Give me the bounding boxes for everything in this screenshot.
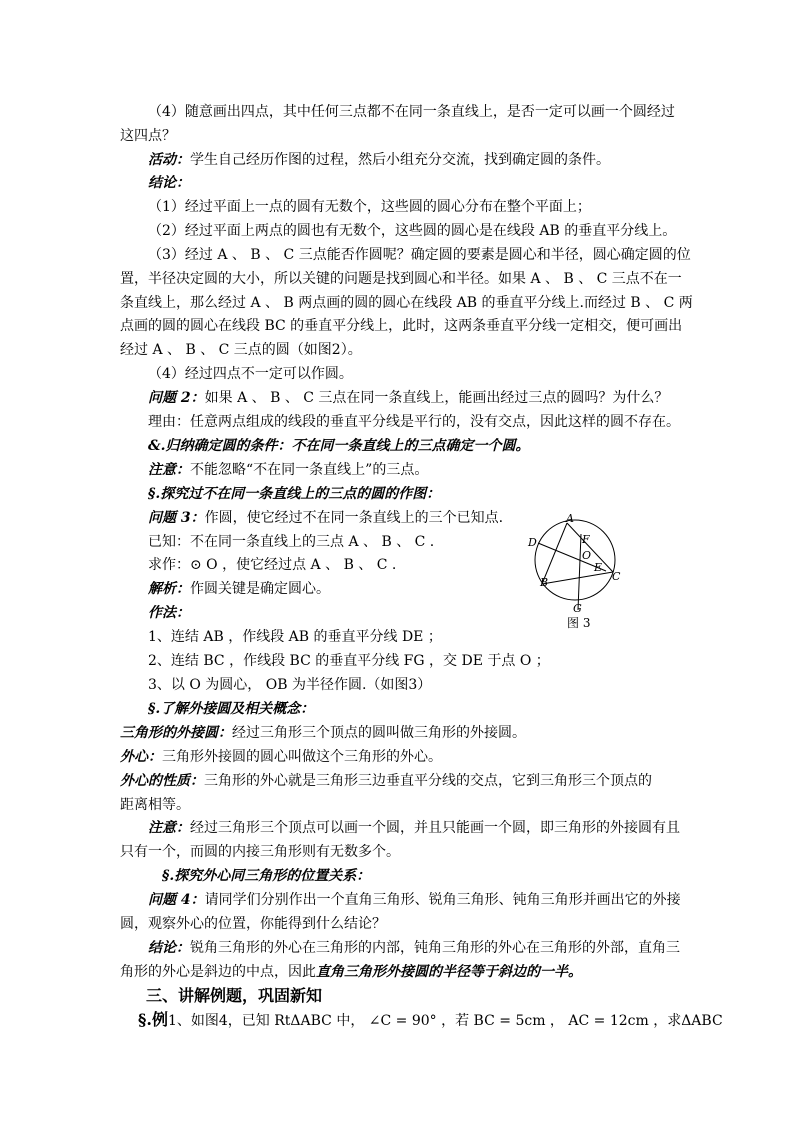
circumcircle-def	[120, 723, 526, 743]
conclusion2-line2	[120, 962, 582, 982]
conclusion2-text-2: 角形的外心是斜边的中点，因此	[120, 964, 316, 980]
circumcircle-text: 经过三角形三个顶点的圆叫做三角形的外接圆。	[232, 725, 526, 741]
conclusion2-label: 结论：	[148, 940, 190, 956]
property-label: 外心的性质：	[120, 773, 204, 789]
conclusion-3-line4: 点画的圆的圆心在线段 BC 的垂直平分线上，此时，这两条垂直平分线一定相交，便可画出	[120, 318, 683, 334]
question2-label: 问题 2：	[148, 390, 205, 406]
method-label: 作法：	[148, 605, 190, 621]
construct-line: 求作：⊙ O ，使它经过点 A 、 B 、 C .	[148, 557, 397, 573]
point-f-label: F	[582, 533, 590, 546]
method-step-1: 1、连结 AB ，作线段 AB 的垂直平分线 DE ；	[148, 629, 442, 645]
point-a-label: A	[566, 512, 574, 525]
question4-text: 请同学们分别作出一个直角三角形、锐角三角形、钝角三角形并画出它的外接	[204, 892, 681, 908]
note2-label: 注意：	[148, 820, 190, 836]
analysis-label: 解析：	[148, 581, 190, 597]
conclusion-2: （2）经过平面上两点的圆也有无数个，这些圆的圆心是在线段 AB 的垂直平分线上。	[148, 223, 677, 239]
section-condition-text: 不在同一条直线上的三点确定一个圆。	[291, 438, 530, 454]
question3-label: 问题 3：	[148, 510, 205, 526]
example-1-text: 1、如图4，已知 RtΔABC 中， ∠C = 90° ，若 BC = 5cm ， AC = 12cm ，求ΔABC	[167, 1013, 723, 1029]
question4-line1	[148, 890, 681, 910]
conclusion-1: （1）经过平面上一点的圆有无数个，这些圆的圆心分布在整个平面上；	[148, 199, 591, 215]
section-circumcircle: §.了解外接圆及相关概念：	[148, 701, 315, 717]
point-d-label: D	[528, 536, 537, 549]
conclusion-3-line2: 置，半径决定圆的大小，所以关键的问题是找到圆心和半径。如果 A 、 B 、 C 三点不在一	[120, 271, 682, 287]
note2-line1	[148, 818, 680, 838]
note-text: 不能忽略“不在同一条直线上”的三点。	[190, 462, 429, 478]
heading-section-3: 三、讲解例题，巩固新知	[146, 986, 323, 1005]
note-line	[148, 460, 428, 480]
conclusion-4: （4）经过四点不一定可以作圆。	[148, 366, 353, 382]
question2-line	[148, 388, 668, 408]
section-construction: §.探究过不在同一条直线上的三点的圆的作图：	[148, 486, 441, 502]
note2-line2: 只有一个，而圆的内接三角形则有无数多个。	[120, 844, 400, 860]
analysis-line	[148, 579, 330, 599]
activity-line	[148, 150, 610, 170]
given-line: 已知：不在同一条直线上的三点 A 、 B 、 C .	[148, 534, 435, 550]
conclusion2-text: 锐角三角形的外心在三角形的内部，钝角三角形的外心在三角形的外部，直角三	[190, 940, 680, 956]
conclusion2-emphasis: 直角三角形外接圆的半径等于斜边的一半。	[316, 964, 582, 980]
section-condition-label: &.归纳确定圆的条件：	[148, 438, 292, 454]
example-1-line	[138, 1010, 723, 1031]
circumcenter-text: 三角形外接圆的圆心叫做这个三角形的外心。	[162, 749, 442, 765]
reason-line: 理由：任意两点组成的线段的垂直平分线是平行的，没有交点，因此这样的圆不存在。	[148, 414, 680, 430]
conclusion-3-line3: 条直线上，那么经过 A 、 B 两点画的圆的圆心在线段 AB 的垂直平分线上.而经过 B 、 C 两	[120, 295, 693, 311]
conclusion-label: 结论：	[148, 175, 190, 191]
circumcenter-def	[120, 747, 442, 767]
point-e-label: E	[594, 561, 603, 574]
property-line1	[120, 771, 652, 791]
figure-3	[520, 510, 630, 630]
para-q4-line2: 这四点？	[120, 128, 176, 144]
activity-text: 学生自己经历作图的过程，然后小组充分交流，找到确定圆的条件。	[190, 152, 610, 168]
property-text: 三角形的外心就是三角形三边垂直平分线的交点，它到三角形三个顶点的	[204, 773, 652, 789]
conclusion2-line1	[148, 938, 680, 958]
method-step-3: 3、以 O 为圆心， OB 为半径作圆.（如图3）	[148, 677, 432, 693]
circumcircle-label: 三角形的外接圆：	[120, 725, 232, 741]
section-position: §.探究外心同三角形的位置关系：	[162, 868, 371, 884]
question3-line	[148, 508, 503, 528]
question4-label: 问题 4：	[148, 892, 205, 908]
section-condition	[148, 436, 530, 456]
note2-text: 经过三角形三个顶点可以画一个圆，并且只能画一个圆，即三角形的外接圆有且	[190, 820, 680, 836]
method-step-2: 2、连结 BC ，作线段 BC 的垂直平分线 FG ，交 DE 于点 O ；	[148, 653, 550, 669]
example-label: §.例	[138, 1010, 168, 1029]
conclusion-3-line1: （3）经过 A 、 B 、 C 三点能否作圆呢？确定圆的要素是圆心和半径，圆心确定圆的位	[148, 247, 691, 263]
point-c-label: C	[612, 570, 621, 583]
circumcenter-label: 外心：	[120, 749, 162, 765]
point-o-label: O	[582, 549, 592, 562]
question2-text: 如果 A 、 B 、 C 三点在同一条直线上，能画出经过三点的圆吗？为什么？	[204, 390, 669, 406]
conclusion-3-line5: 经过 A 、 B 、 C 三点的圆（如图2）。	[120, 342, 362, 358]
point-g-label: G	[573, 602, 582, 615]
analysis-text: 作圆关键是确定圆心。	[190, 581, 330, 597]
activity-label: 活动：	[148, 152, 190, 168]
note-label: 注意：	[148, 462, 190, 478]
figure-caption: 图 3	[567, 616, 591, 630]
question4-line2: 圆，观察外心的位置，你能得到什么结论？	[120, 916, 386, 932]
question3-text: 作圆，使它经过不在同一条直线上的三个已知点.	[204, 510, 504, 526]
para-q4-line1: （4）随意画出四点，其中任何三点都不在同一条直线上，是否一定可以画一个圆经过	[148, 104, 675, 120]
point-b-label: B	[540, 576, 549, 589]
property-line2: 距离相等。	[120, 797, 190, 813]
